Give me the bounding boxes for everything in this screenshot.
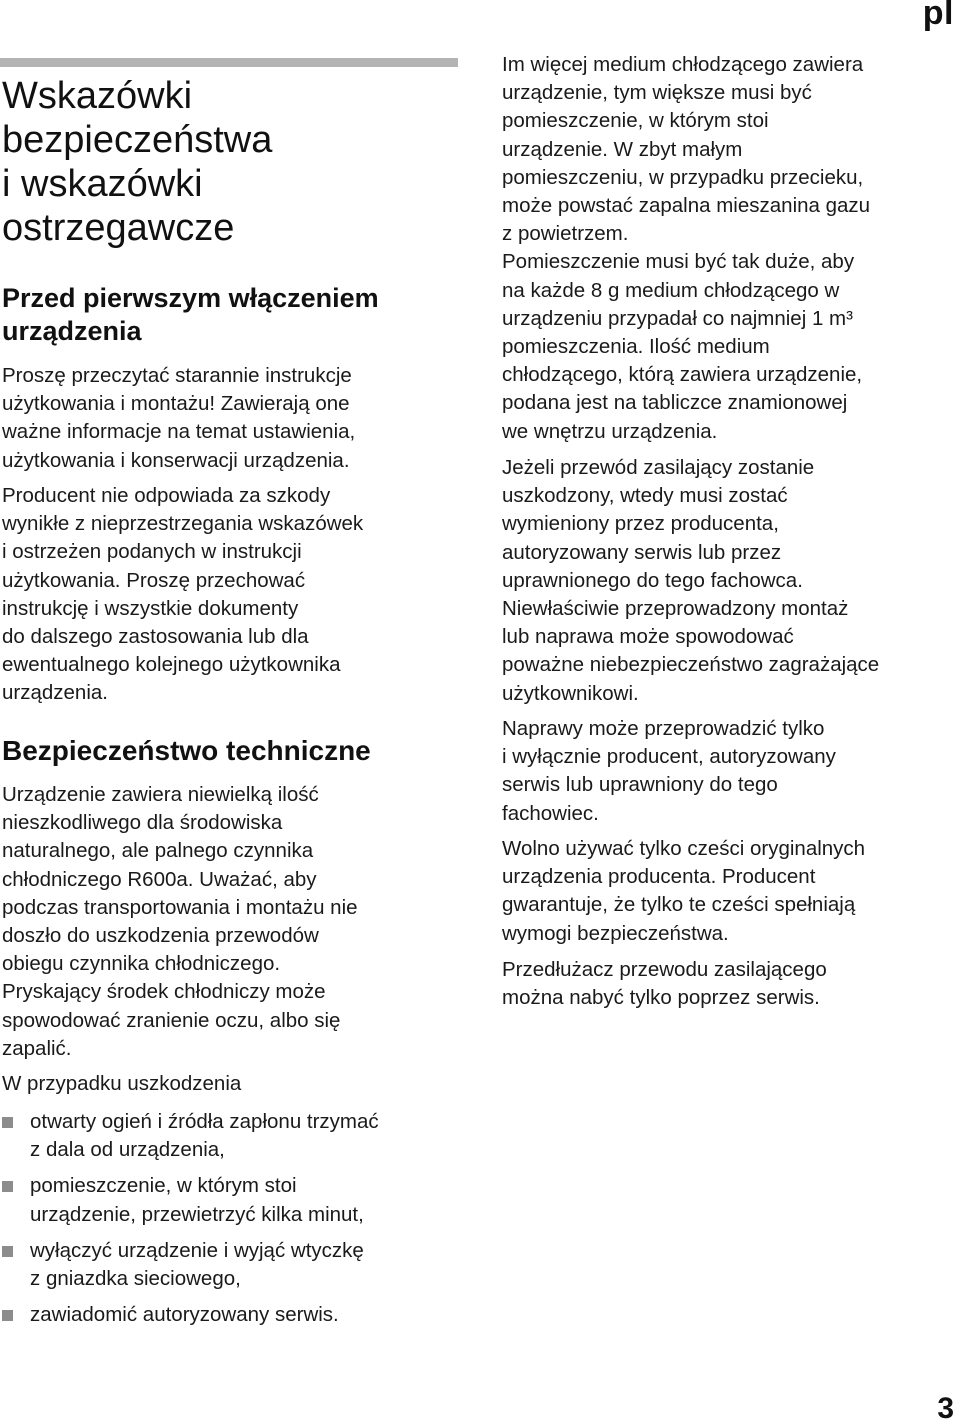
list-item [2,1301,460,1329]
square-bullet-icon [2,1117,13,1128]
paragraph-in-case-of-damage: W przypadku uszkodzenia [2,1072,242,1095]
paragraph-refrigerant-info: Urządzenie zawiera niewielką ilość nieszkodliwego dla środowiska naturalnego, ale palnego czynnika chłodniczego R600a. Uważać, aby podczas transportowania i montażu nie doszło do uszkodzenia przewodów obiegu czynnika chłodniczego. Pryskający środek chłodniczy może spowodować zranienie oczu, albo się zapalić. [2,783,358,1060]
section-heading-technical-safety: Bezpieczeństwo techniczne [2,735,371,766]
top-rule-divider [0,58,458,67]
paragraph-room-size: Im więcej medium chłodzącego zawiera urządzenie, tym większe musi być pomieszczenie, w którym stoi urządzenie. W zbyt małym pomieszczeniu, w przypadku przecieku, może powstać zapalna mieszanina gazu z powietrzem. Pomieszczenie musi być tak duże, aby na każde 8 g medium chłodzącego w urządzeniu przypadał co najmniej 1 m³ pomieszczenia. Ilość medium chłodzącego, którą zawiera urządzenie, podana jest na tabliczce znamionowej we wnętrzu urządzenia. [502,53,871,443]
page-number: 3 [937,1392,954,1425]
list-item [2,1108,460,1164]
list-item-text: zawiadomić autoryzowany serwis. [30,1303,339,1327]
paragraph-repairs: Naprawy może przeprowadzić tylko i wyłącznie producent, autoryzowany serwis lub uprawniony do tego fachowiec. [502,717,836,825]
page-title: Wskazówki bezpieczeństwa i wskazówki ostrzegawcze [2,75,273,249]
square-bullet-icon [2,1246,13,1257]
damage-instructions-list [2,1108,460,1337]
language-tag: pl [922,0,954,32]
list-item [2,1172,460,1228]
paragraph-extension-cord: Przedłużacz przewodu zasilającego można nabyć tylko poprzez serwis. [502,958,827,1010]
section-heading-before-first-use: Przed pierwszym włączeniem urządzenia [2,283,379,346]
square-bullet-icon [2,1181,13,1192]
list-item-text: wyłączyć urządzenie i wyjąć wtyczkę z gniazdka sieciowego, [30,1238,364,1291]
paragraph-manufacturer-liability: Producent nie odpowiada za szkody wynikłe z nieprzestrzegania wskazówek i ostrzeżen podanych w instrukcji użytkowania. Proszę przechować instrukcję i wszystkie dokumenty do dalszego zastosowania lub dla ewentualnego kolejnego użytkownika urządzenia. [2,484,364,705]
paragraph-read-instructions: Proszę przeczytać starannie instrukcje użytkowania i montażu! Zawierają one ważne informacje na temat ustawienia, użytkowania i konserwacji urządzenia. [2,364,356,472]
paragraph-original-parts: Wolno używać tylko cześci oryginalnych urządzenia producenta. Producent gwarantuje, że tylko te cześci spełniają wymogi bezpieczeństwa. [502,837,866,945]
paragraph-power-cord-damage: Jeżeli przewód zasilający zostanie uszkodzony, wtedy musi zostać wymieniony przez producenta, autoryzowany serwis lub przez uprawnionego do tego fachowca. Niewłaściwie przeprowadzony montaż lub naprawa może spowodować poważne niebezpieczeństwo zagrażające użytkownikowi. [502,456,880,705]
list-item-text: otwarty ogień i źródła zapłonu trzymać z dala od urządzenia, [30,1110,379,1162]
list-item-text: pomieszczenie, w którym stoi urządzenie, przewietrzyć kilka minut, [30,1174,364,1226]
list-item [2,1237,460,1293]
square-bullet-icon [2,1310,13,1321]
